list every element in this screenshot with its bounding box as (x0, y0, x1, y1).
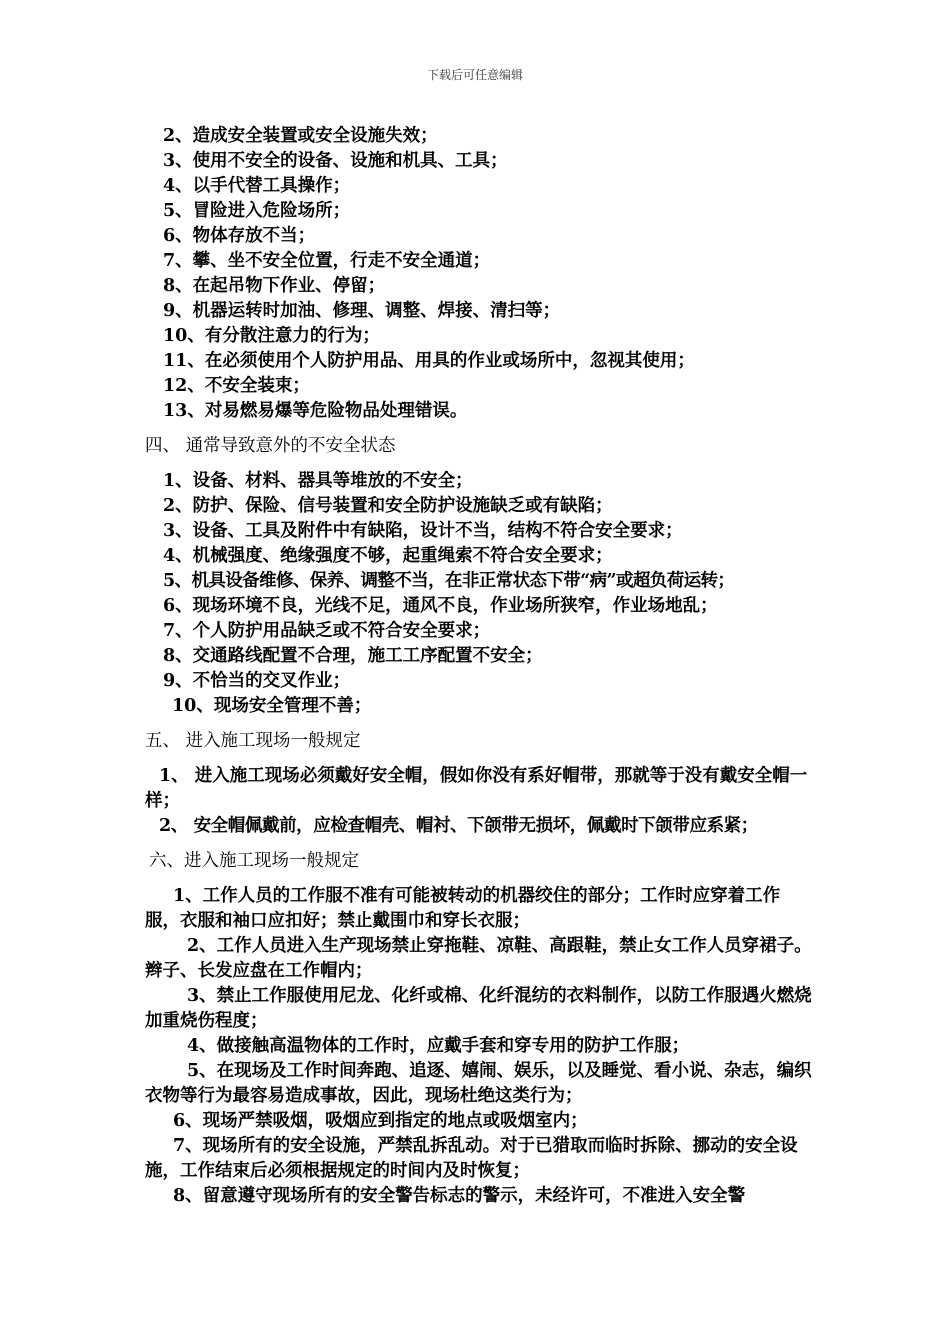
list-item: 4、以手代替工具操作； (163, 176, 351, 196)
list-item: 8、留意遵守现场所有的安全警告标志的警示，未经许可，不准进入安全警 (173, 1186, 746, 1206)
section-heading-4: 四、 通常导致意外的不安全状态 (145, 436, 396, 456)
list-item: 2、防护、保险、信号装置和安全防护设施缺乏或有缺陷； (163, 496, 613, 516)
list-item: 2、工作人员进入生产现场禁止穿拖鞋、凉鞋、高跟鞋，禁止女工作人员穿裙子。辫子、长发应盘在工作帽内； (145, 936, 812, 981)
list-item: 7、现场所有的安全设施，严禁乱拆乱动。对于已猎取而临时拆除、挪动的安全设施，工作结束后必须根据规定的时间内及时恢复； (145, 1136, 798, 1181)
list-item: 1、 进入施工现场必须戴好安全帽，假如你没有系好帽带，那就等于没有戴安全帽一样； (145, 766, 808, 811)
list-item: 10、现场安全管理不善； (172, 696, 372, 716)
list-item: 12、不安全装束； (163, 376, 310, 396)
list-item: 1、工作人员的工作服不准有可能被转动的机器绞住的部分；工作时应穿着工作服，衣服和袖口应扣好；禁止戴围巾和穿长衣服； (145, 886, 781, 931)
list-item: 8、在起吊物下作业、停留； (163, 276, 386, 296)
list-item: 5、在现场及工作时间奔跑、追逐、嬉闹、娱乐，以及睡觉、看小说、杂志，编织衣物等行为最容易造成事故，因此，现场杜绝这类行为； (145, 1061, 812, 1106)
section-heading-5: 五、 进入施工现场一般规定 (145, 731, 361, 751)
site-rules-list (145, 764, 815, 839)
list-item: 6、现场环境不良，光线不足，通风不良，作业场所狭窄，作业场地乱； (163, 596, 718, 616)
list-item: 13、对易燃易爆等危险物品处理错误。 (163, 401, 468, 421)
workwear-rules-list (145, 884, 815, 1209)
page-header: 下载后可任意编辑 (426, 68, 523, 82)
list-item: 7、攀、坐不安全位置，行走不安全通道； (163, 251, 491, 271)
list-item: 11、在必须使用个人防护用品、用具的作业或场所中，忽视其使用； (163, 351, 695, 371)
list-item: 3、禁止工作服使用尼龙、化纤或棉、化纤混纺的衣料制作，以防工作服遇火燃烧加重烧伤程度； (145, 986, 812, 1031)
list-item: 1、设备、材料、器具等堆放的不安全； (163, 471, 473, 491)
list-item: 6、现场严禁吸烟，吸烟应到指定的地点或吸烟室内； (173, 1111, 588, 1131)
list-item: 10、有分散注意力的行为； (163, 326, 380, 346)
unsafe-acts-list (145, 124, 815, 424)
unsafe-conditions-list (145, 469, 815, 719)
list-item: 9、机器运转时加油、修理、调整、焊接、清扫等； (163, 301, 561, 321)
list-item: 5、冒险进入危险场所； (163, 201, 351, 221)
list-item: 2、 安全帽佩戴前，应检查帽壳、帽衬、下颌带无损坏，佩戴时下颌带应系紧； (159, 816, 758, 836)
list-item: 4、机械强度、绝缘强度不够，起重绳索不符合安全要求； (163, 546, 613, 566)
list-item: 8、交通路线配置不合理，施工工序配置不安全； (163, 646, 543, 666)
list-item: 5、机具设备维修、保养、调整不当，在非正常状态下带“病”或超负荷运转； (163, 571, 735, 591)
list-item: 2、造成安全装置或安全设施失效； (163, 126, 438, 146)
document-body (145, 124, 815, 1209)
section-heading-6: 六、进入施工现场一般规定 (149, 851, 359, 871)
list-item: 7、个人防护用品缺乏或不符合安全要求； (163, 621, 491, 641)
list-item: 6、物体存放不当； (163, 226, 316, 246)
list-item: 3、使用不安全的设备、设施和机具、工具； (163, 151, 508, 171)
list-item: 9、不恰当的交叉作业； (163, 671, 351, 691)
list-item: 3、设备、工具及附件中有缺陷，设计不当，结构不符合安全要求； (163, 521, 683, 541)
list-item: 4、做接触高温物体的工作时，应戴手套和穿专用的防护工作服； (187, 1036, 690, 1056)
